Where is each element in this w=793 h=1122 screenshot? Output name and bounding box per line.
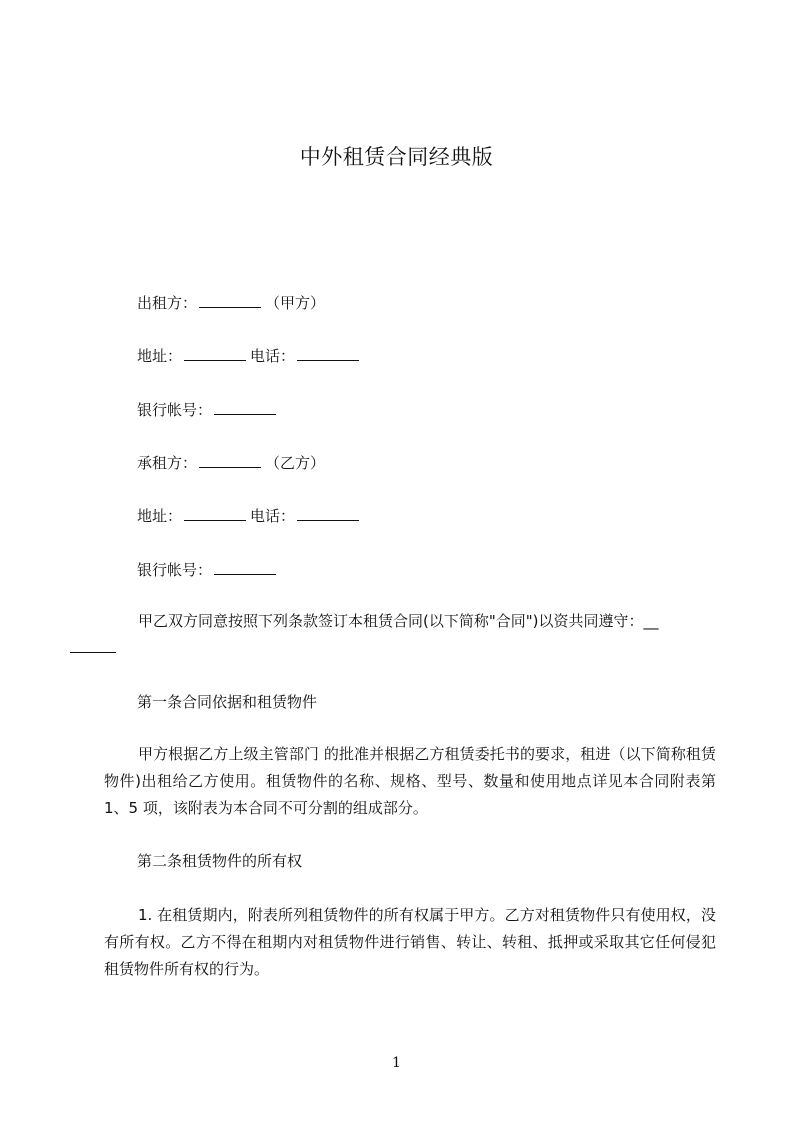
phone-label: 电话： <box>250 347 296 365</box>
bank-blank <box>214 397 276 415</box>
address-blank <box>184 503 246 521</box>
lessor-bank-line <box>137 397 280 422</box>
lessee-bank-line <box>137 557 280 582</box>
document-title: 中外租赁合同经典版 <box>299 145 494 169</box>
lessor-address-line <box>137 343 363 368</box>
address-label: 地址： <box>137 507 183 525</box>
address-blank <box>184 343 246 361</box>
bank-label: 银行帐号： <box>137 401 213 419</box>
lessor-label: 出租方： <box>137 294 198 312</box>
lessee-label: 承租方： <box>137 454 198 472</box>
lessor-blank <box>199 290 261 308</box>
phone-label: 电话： <box>250 507 296 525</box>
intro-text: 甲乙双方同意按照下列条款签订本租赁合同(以下简称"合同")以资共同遵守：__ <box>138 612 659 630</box>
lessee-address-line <box>137 503 363 528</box>
article2-heading: 第二条租赁物件的所有权 <box>137 852 303 870</box>
article2-item1-paragraph: 1. 在租赁期内，附表所列租赁物件的所有权属于甲方。乙方对租赁物件只有使用权，没有所有权。乙方不得在租期内对租赁物件进行销售、转让、转租、抵押或采取其它任何侵犯租赁物件所有权的行为。 <box>104 906 716 978</box>
article1-paragraph: 甲方根据乙方上级主管部门 的批准并根据乙方租赁委托书的要求，租进（以下简称租赁物件)出租给乙方使用。租赁物件的名称、规格、型号、数量和使用地点详见本合同附表第 1、5 项，该附表为本合同不可分割的组成部分。 <box>104 745 716 817</box>
lessor-line <box>137 290 325 315</box>
lessor-role: （甲方） <box>265 294 326 312</box>
page-number: 1 <box>392 1055 401 1071</box>
lessee-role: （乙方） <box>265 454 326 472</box>
address-label: 地址： <box>137 347 183 365</box>
lessee-line <box>137 450 325 475</box>
phone-blank <box>297 503 359 521</box>
intro-paragraph <box>104 608 716 662</box>
intro-blank <box>70 635 116 653</box>
bank-label: 银行帐号： <box>137 561 213 579</box>
bank-blank <box>214 557 276 575</box>
article1-heading: 第一条合同依据和租赁物件 <box>137 693 318 711</box>
phone-blank <box>297 343 359 361</box>
lessee-blank <box>199 450 261 468</box>
